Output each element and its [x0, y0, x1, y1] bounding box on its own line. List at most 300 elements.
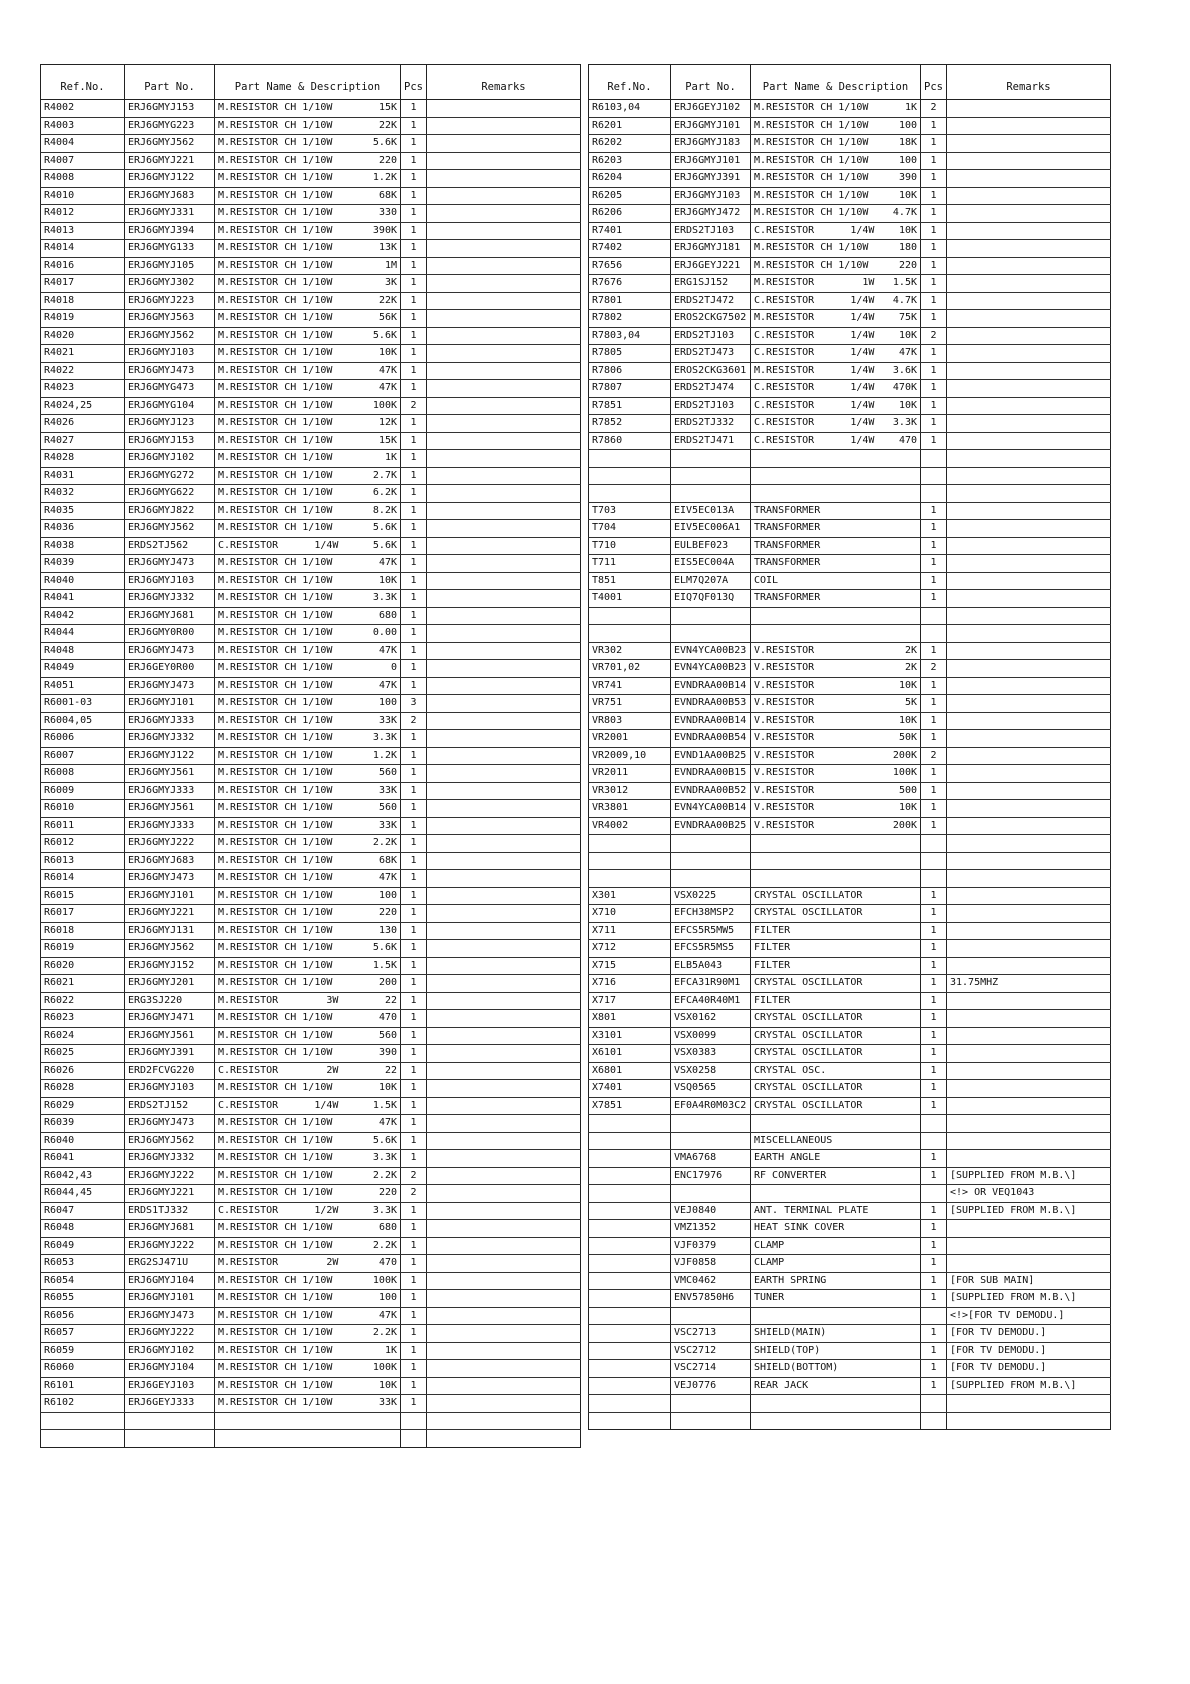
cell-ref: [589, 1377, 671, 1395]
cell-pcs: 1: [921, 905, 947, 923]
cell-pcs: 1: [921, 362, 947, 380]
cell-part-no: VMA6768: [671, 1150, 751, 1168]
description-text: M.RESISTOR CH 1/10W: [218, 609, 333, 621]
description-text: SHIELD(TOP): [754, 1344, 821, 1356]
cell-pcs: [921, 870, 947, 888]
table-row: [589, 747, 1111, 765]
cell-remarks: [427, 922, 581, 940]
cell-pcs: 1: [401, 975, 427, 993]
table-row: [589, 1325, 1111, 1343]
cell-part-no: ERJ6GEYJ102: [671, 100, 751, 118]
cell-part-no: ERJ6GMYJ102: [125, 450, 215, 468]
table-row: [41, 1167, 581, 1185]
table-row: [589, 187, 1111, 205]
description-text: C.RESISTOR 1/4W: [754, 434, 875, 446]
description-text: M.RESISTOR CH 1/10W: [218, 942, 333, 953]
cell-part-no: ERDS2TJ473: [671, 345, 751, 363]
description-text: CLAMP: [754, 1239, 785, 1251]
table-row: [41, 800, 581, 818]
cell-description: [751, 852, 921, 870]
cell-remarks: [947, 380, 1111, 398]
cell-pcs: [921, 1412, 947, 1430]
cell-description: [215, 1395, 401, 1413]
cell-description: [215, 1010, 401, 1028]
cell-ref: VR741: [589, 677, 671, 695]
table-row: [589, 1272, 1111, 1290]
cell-part-no: EF0A4R0M03C2: [671, 1097, 751, 1115]
cell-remarks: [427, 677, 581, 695]
cell-part-no: ERJ6GMYJ222: [125, 835, 215, 853]
cell-part-no: ERDS2TJ332: [671, 415, 751, 433]
cell-pcs: 1: [401, 1220, 427, 1238]
cell-remarks: [427, 730, 581, 748]
description-value: 10K: [898, 802, 917, 813]
cell-ref: R4019: [41, 310, 125, 328]
cell-pcs: 1: [401, 1080, 427, 1098]
cell-part-no: EROS2CKG7502: [671, 310, 751, 328]
cell-pcs: 1: [401, 555, 427, 573]
cell-description: [751, 432, 921, 450]
cell-description: [751, 135, 921, 153]
cell-ref: R6049: [41, 1237, 125, 1255]
description-value: 560: [378, 802, 397, 813]
cell-remarks: [947, 1062, 1111, 1080]
description-text: M.RESISTOR CH 1/10W: [218, 644, 333, 656]
cell-part-no: [671, 607, 751, 625]
cell-pcs: 1: [401, 1307, 427, 1325]
cell-pcs: 1: [401, 835, 427, 853]
cell-remarks: [947, 187, 1111, 205]
description-text: SHIELD(MAIN): [754, 1327, 827, 1338]
cell-description: [215, 432, 401, 450]
cell-description: [215, 1272, 401, 1290]
cell-remarks: [947, 607, 1111, 625]
description-value: 390K: [372, 224, 397, 236]
table-row: [589, 1255, 1111, 1273]
table-row: [41, 1080, 581, 1098]
cell-pcs: 1: [401, 782, 427, 800]
description-value: 10K: [898, 399, 917, 411]
table-row: [589, 292, 1111, 310]
cell-part-no: ERJ6GMYJ103: [125, 572, 215, 590]
cell-part-no: ERDS2TJ562: [125, 537, 215, 555]
table-row: [41, 1185, 581, 1203]
cell-ref: VR2001: [589, 730, 671, 748]
cell-part-no: ERJ6GMYJ562: [125, 135, 215, 153]
table-row: [41, 782, 581, 800]
cell-ref: R4016: [41, 257, 125, 275]
table-row: [41, 747, 581, 765]
cell-part-no: ENC17976: [671, 1167, 751, 1185]
description-text: C.RESISTOR 1/4W: [754, 347, 875, 358]
description-text: M.RESISTOR CH 1/10W: [754, 172, 869, 183]
description-text: M.RESISTOR CH 1/10W: [218, 189, 333, 201]
cell-description: [215, 957, 401, 975]
cell-description: [215, 187, 401, 205]
cell-part-no: VMC0462: [671, 1272, 751, 1290]
cell-ref: R4018: [41, 292, 125, 310]
description-text: M.RESISTOR CH 1/10W: [218, 487, 333, 498]
cell-part-no: ERJ6GMYJ103: [125, 345, 215, 363]
cell-part-no: ERJ6GMYJ473: [125, 870, 215, 888]
cell-pcs: 1: [401, 852, 427, 870]
cell-pcs: 1: [921, 135, 947, 153]
table-row: [41, 1097, 581, 1115]
cell-part-no: ERJ6GMYJ681: [125, 1220, 215, 1238]
table-row: [589, 1342, 1111, 1360]
table-row: [41, 835, 581, 853]
cell-pcs: 1: [401, 100, 427, 118]
cell-ref: R6041: [41, 1150, 125, 1168]
description-value: 22: [384, 1064, 397, 1076]
table-row: [589, 397, 1111, 415]
cell-remarks: [427, 520, 581, 538]
description-value: 5.6K: [372, 329, 397, 341]
table-row: [589, 695, 1111, 713]
description-value: 68K: [378, 854, 397, 866]
cell-pcs: 1: [921, 1255, 947, 1273]
cell-remarks: [427, 222, 581, 240]
cell-pcs: 1: [921, 1150, 947, 1168]
cell-part-no: ERJ6GMYJ332: [125, 1150, 215, 1168]
table-row: [41, 362, 581, 380]
cell-description: [751, 870, 921, 888]
cell-pcs: 1: [401, 765, 427, 783]
cell-part-no: ERJ6GMYJ101: [125, 695, 215, 713]
cell-description: [751, 1290, 921, 1308]
description-text: TRANSFORMER: [754, 522, 821, 533]
cell-description: [215, 415, 401, 433]
cell-pcs: [921, 1307, 947, 1325]
cell-remarks: [FOR TV DEMODU.]: [947, 1342, 1111, 1360]
table-row: [41, 1010, 581, 1028]
table-row: [41, 660, 581, 678]
description-text: CRYSTAL OSCILLATOR: [754, 1082, 863, 1093]
cell-description: [751, 1377, 921, 1395]
cell-description: [751, 1360, 921, 1378]
col-header-part: Part No.: [671, 65, 751, 100]
cell-ref: [589, 1342, 671, 1360]
cell-remarks: [427, 1360, 581, 1378]
cell-description: [215, 485, 401, 503]
cell-remarks: [947, 642, 1111, 660]
cell-remarks: [SUPPLIED FROM M.B.\]: [947, 1167, 1111, 1185]
cell-ref: R6026: [41, 1062, 125, 1080]
description-value: 2.2K: [372, 1239, 397, 1251]
cell-remarks: [947, 747, 1111, 765]
description-value: 200: [378, 977, 397, 988]
cell-description: [215, 1412, 401, 1430]
cell-ref: R4002: [41, 100, 125, 118]
cell-ref: VR3012: [589, 782, 671, 800]
description-text: V.RESISTOR: [754, 819, 815, 831]
cell-part-no: ERJ6GEYJ333: [125, 1395, 215, 1413]
description-text: CRYSTAL OSCILLATOR: [754, 907, 863, 918]
description-text: M.RESISTOR CH 1/10W: [218, 119, 333, 131]
description-value: 220: [378, 1187, 397, 1198]
cell-pcs: 1: [921, 1097, 947, 1115]
table-row: [41, 485, 581, 503]
description-text: M.RESISTOR 3W: [218, 994, 339, 1006]
table-row: [589, 555, 1111, 573]
cell-part-no: ERJ6GMYJ394: [125, 222, 215, 240]
cell-part-no: [125, 1430, 215, 1448]
description-text: CRYSTAL OSCILLATOR: [754, 1047, 863, 1058]
cell-ref: [589, 467, 671, 485]
cell-remarks: [947, 695, 1111, 713]
cell-description: [215, 782, 401, 800]
description-text: M.RESISTOR CH 1/10W: [218, 1012, 333, 1023]
cell-description: [215, 222, 401, 240]
cell-remarks: [427, 1185, 581, 1203]
cell-part-no: [125, 1412, 215, 1430]
table-row: [41, 100, 581, 118]
cell-part-no: VEJ0776: [671, 1377, 751, 1395]
table-row: [41, 852, 581, 870]
description-value: 10K: [898, 189, 917, 201]
cell-description: [751, 887, 921, 905]
cell-part-no: ERJ6GMYJ683: [125, 187, 215, 205]
col-header-remarks: Remarks: [427, 65, 581, 100]
cell-pcs: 1: [401, 292, 427, 310]
cell-pcs: 1: [401, 1132, 427, 1150]
description-value: 10K: [898, 679, 917, 691]
description-text: MISCELLANEOUS: [754, 1134, 833, 1146]
cell-part-no: ERJ6GMYJ473: [125, 677, 215, 695]
cell-part-no: ERJ6GMYJ562: [125, 327, 215, 345]
description-value: 2.2K: [372, 1327, 397, 1338]
cell-remarks: [427, 1150, 581, 1168]
cell-ref: VR2009,10: [589, 747, 671, 765]
cell-description: [751, 1150, 921, 1168]
description-text: FILTER: [754, 942, 791, 953]
cell-part-no: VSX0258: [671, 1062, 751, 1080]
cell-ref: T4001: [589, 590, 671, 608]
table-row: [41, 1115, 581, 1133]
description-value: 47K: [378, 644, 397, 656]
cell-remarks: [947, 275, 1111, 293]
description-value: 390: [378, 1047, 397, 1058]
cell-description: [215, 152, 401, 170]
cell-part-no: ERDS2TJ152: [125, 1097, 215, 1115]
description-text: M.RESISTOR CH 1/10W: [754, 137, 869, 148]
cell-part-no: EVN4YCA00B14: [671, 800, 751, 818]
description-value: 1K: [904, 102, 917, 113]
cell-ref: X7401: [589, 1080, 671, 1098]
cell-pcs: 1: [921, 695, 947, 713]
cell-ref: R6028: [41, 1080, 125, 1098]
cell-ref: R6022: [41, 992, 125, 1010]
cell-description: [215, 100, 401, 118]
cell-ref: R6009: [41, 782, 125, 800]
description-value: 5.6K: [372, 942, 397, 953]
description-value: 200K: [892, 749, 917, 761]
cell-part-no: ERJ6GMYJ222: [125, 1167, 215, 1185]
cell-part-no: ERJ6GMYJ332: [125, 590, 215, 608]
table-row: [589, 590, 1111, 608]
description-text: V.RESISTOR: [754, 802, 815, 813]
cell-remarks: [427, 205, 581, 223]
cell-remarks: [427, 1202, 581, 1220]
cell-ref: T851: [589, 572, 671, 590]
cell-description: [751, 1132, 921, 1150]
description-text: CRYSTAL OSCILLATOR: [754, 889, 863, 901]
cell-description: [751, 1255, 921, 1273]
table-row: [589, 1360, 1111, 1378]
cell-pcs: 1: [401, 205, 427, 223]
cell-part-no: ERDS2TJ471: [671, 432, 751, 450]
cell-part-no: ERD2FCVG220: [125, 1062, 215, 1080]
description-text: M.RESISTOR CH 1/10W: [218, 1327, 333, 1338]
description-text: M.RESISTOR CH 1/10W: [754, 259, 869, 271]
cell-description: [751, 607, 921, 625]
table-row: [589, 1027, 1111, 1045]
description-text: M.RESISTOR CH 1/10W: [218, 277, 333, 288]
cell-part-no: ERJ6GMYJ472: [671, 205, 751, 223]
cell-description: [751, 1307, 921, 1325]
description-text: M.RESISTOR CH 1/10W: [218, 452, 333, 463]
cell-remarks: [427, 450, 581, 468]
cell-pcs: 1: [401, 1045, 427, 1063]
cell-remarks: [427, 502, 581, 520]
cell-pcs: 1: [921, 1342, 947, 1360]
cell-remarks: [427, 975, 581, 993]
description-value: 680: [378, 1222, 397, 1233]
cell-ref: R4027: [41, 432, 125, 450]
description-text: M.RESISTOR CH 1/10W: [218, 679, 333, 691]
cell-pcs: 1: [921, 380, 947, 398]
cell-part-no: EFCS5R5MS5: [671, 940, 751, 958]
description-text: M.RESISTOR CH 1/10W: [218, 1134, 333, 1146]
cell-remarks: [947, 800, 1111, 818]
table-row: [41, 397, 581, 415]
cell-remarks: [947, 362, 1111, 380]
cell-description: [751, 485, 921, 503]
cell-ref: R6204: [589, 170, 671, 188]
cell-description: [215, 537, 401, 555]
description-text: C.RESISTOR 1/4W: [754, 399, 875, 411]
table-row: [589, 1185, 1111, 1203]
description-value: 220: [378, 154, 397, 166]
table-row: [41, 257, 581, 275]
cell-part-no: EIQ7QF013Q: [671, 590, 751, 608]
table-row: [41, 380, 581, 398]
table-row: [41, 1272, 581, 1290]
description-text: TRANSFORMER: [754, 592, 821, 603]
description-text: M.RESISTOR CH 1/10W: [218, 959, 333, 971]
cell-description: [215, 712, 401, 730]
table-row: [41, 677, 581, 695]
cell-remarks: [947, 152, 1111, 170]
description-text: TRANSFORMER: [754, 504, 821, 516]
description-value: 33K: [378, 784, 397, 796]
description-value: 3.3K: [372, 592, 397, 603]
cell-ref: R7851: [589, 397, 671, 415]
cell-ref: X717: [589, 992, 671, 1010]
cell-pcs: 1: [921, 1237, 947, 1255]
cell-ref: R6018: [41, 922, 125, 940]
cell-description: [215, 205, 401, 223]
description-value: 1.5K: [892, 277, 917, 288]
table-row: [589, 1307, 1111, 1325]
cell-pcs: 1: [401, 222, 427, 240]
cell-remarks: [427, 957, 581, 975]
cell-pcs: 2: [401, 1185, 427, 1203]
parts-table-left: [40, 64, 581, 1448]
cell-pcs: [921, 625, 947, 643]
cell-description: [215, 922, 401, 940]
cell-part-no: VJF0858: [671, 1255, 751, 1273]
cell-ref: [589, 1150, 671, 1168]
cell-pcs: 1: [401, 1027, 427, 1045]
table-row: [41, 1412, 581, 1430]
cell-part-no: ERJ6GMYG223: [125, 117, 215, 135]
cell-remarks: [947, 450, 1111, 468]
cell-description: [751, 117, 921, 135]
cell-description: [751, 345, 921, 363]
description-text: M.RESISTOR CH 1/10W: [218, 382, 333, 393]
cell-ref: R4041: [41, 590, 125, 608]
description-value: 5.6K: [372, 522, 397, 533]
cell-ref: R4021: [41, 345, 125, 363]
description-value: 47K: [898, 347, 917, 358]
cell-description: [215, 905, 401, 923]
cell-remarks: [427, 135, 581, 153]
description-value: 12K: [378, 417, 397, 428]
parts-table-right: [588, 64, 1111, 1430]
cell-remarks: [947, 1395, 1111, 1413]
cell-ref: R6013: [41, 852, 125, 870]
cell-pcs: 1: [921, 1290, 947, 1308]
cell-part-no: [671, 1185, 751, 1203]
description-text: M.RESISTOR CH 1/10W: [218, 714, 333, 726]
cell-part-no: ERDS2TJ474: [671, 380, 751, 398]
description-text: CLAMP: [754, 1257, 785, 1268]
description-value: 10K: [378, 1082, 397, 1093]
cell-part-no: ERJ6GMYJ152: [125, 957, 215, 975]
cell-pcs: [921, 607, 947, 625]
table-row: [41, 537, 581, 555]
cell-ref: R7401: [589, 222, 671, 240]
cell-remarks: [947, 870, 1111, 888]
cell-remarks: [427, 1097, 581, 1115]
description-text: M.RESISTOR CH 1/10W: [218, 819, 333, 831]
cell-ref: R6001-03: [41, 695, 125, 713]
table-row: [41, 730, 581, 748]
cell-ref: [589, 1290, 671, 1308]
cell-part-no: ERDS2TJ472: [671, 292, 751, 310]
cell-ref: R4031: [41, 467, 125, 485]
description-text: M.RESISTOR CH 1/10W: [218, 242, 333, 253]
cell-ref: [589, 1272, 671, 1290]
cell-remarks: [FOR TV DEMODU.]: [947, 1360, 1111, 1378]
cell-description: [215, 1167, 401, 1185]
cell-part-no: ERJ6GMYJ222: [125, 1237, 215, 1255]
cell-description: [751, 537, 921, 555]
cell-remarks: [947, 1080, 1111, 1098]
description-value: 100: [378, 697, 397, 708]
cell-description: [215, 975, 401, 993]
cell-description: [215, 1307, 401, 1325]
cell-description: [751, 380, 921, 398]
cell-pcs: 1: [921, 170, 947, 188]
cell-pcs: 1: [401, 1272, 427, 1290]
cell-ref: R6020: [41, 957, 125, 975]
cell-pcs: 1: [401, 642, 427, 660]
cell-description: [751, 555, 921, 573]
cell-pcs: 1: [401, 502, 427, 520]
cell-description: [215, 467, 401, 485]
